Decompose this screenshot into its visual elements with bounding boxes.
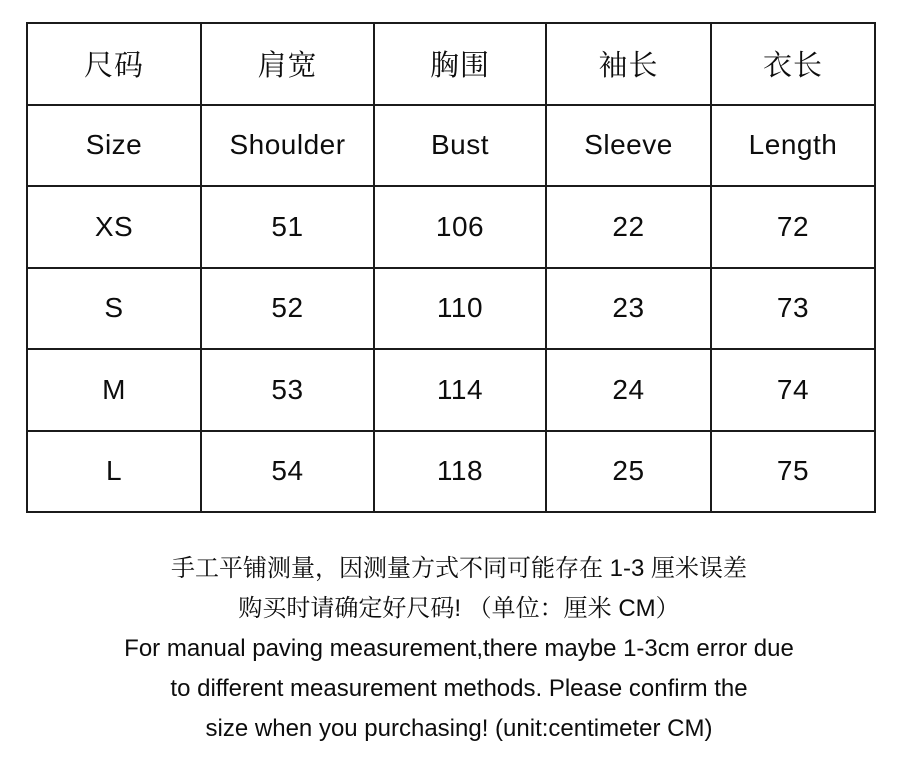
col-header-en-length: Length: [711, 105, 875, 187]
note-line-en-1: For manual paving measurement,there maybe 1-3cm error due: [124, 635, 794, 662]
header-row-zh: [27, 23, 875, 105]
col-header-zh-size: 尺码: [27, 23, 201, 105]
note-line-zh-2: 购买时请确定好尺码! （单位：厘米 CM）: [238, 595, 680, 622]
col-header-zh-sleeve: 袖长: [546, 23, 711, 105]
cell-bust: 118: [374, 431, 546, 513]
note-line-en-3: size when you purchasing! (unit:centimeter CM): [205, 715, 713, 742]
cell-sleeve: 24: [546, 349, 711, 431]
cell-length: 73: [711, 268, 875, 350]
table-row-s: [27, 268, 875, 350]
col-header-en-bust: Bust: [374, 105, 546, 187]
col-header-en-size: Size: [27, 105, 201, 187]
cell-sleeve: 23: [546, 268, 711, 350]
table-row-m: [27, 349, 875, 431]
cell-size: S: [27, 268, 201, 350]
note-line-en-2: to different measurement methods. Please confirm the: [170, 675, 748, 702]
size-chart-table: [26, 22, 876, 513]
cell-shoulder: 54: [201, 431, 374, 513]
cell-bust: 114: [374, 349, 546, 431]
col-header-en-shoulder: Shoulder: [201, 105, 374, 187]
cell-size: XS: [27, 186, 201, 268]
col-header-en-sleeve: Sleeve: [546, 105, 711, 187]
table-row-l: [27, 431, 875, 513]
cell-size: L: [27, 431, 201, 513]
cell-bust: 106: [374, 186, 546, 268]
cell-shoulder: 51: [201, 186, 374, 268]
measurement-notes: [0, 549, 900, 749]
note-line-zh-1: 手工平铺测量，因测量方式不同可能存在 1-3 厘米误差: [170, 555, 748, 582]
table-row-xs: [27, 186, 875, 268]
header-row-en: [27, 105, 875, 187]
cell-bust: 110: [374, 268, 546, 350]
cell-length: 72: [711, 186, 875, 268]
cell-size: M: [27, 349, 201, 431]
col-header-zh-bust: 胸围: [374, 23, 546, 105]
cell-sleeve: 25: [546, 431, 711, 513]
cell-length: 75: [711, 431, 875, 513]
col-header-zh-shoulder: 肩宽: [201, 23, 374, 105]
cell-sleeve: 22: [546, 186, 711, 268]
cell-length: 74: [711, 349, 875, 431]
col-header-zh-length: 衣长: [711, 23, 875, 105]
cell-shoulder: 52: [201, 268, 374, 350]
cell-shoulder: 53: [201, 349, 374, 431]
